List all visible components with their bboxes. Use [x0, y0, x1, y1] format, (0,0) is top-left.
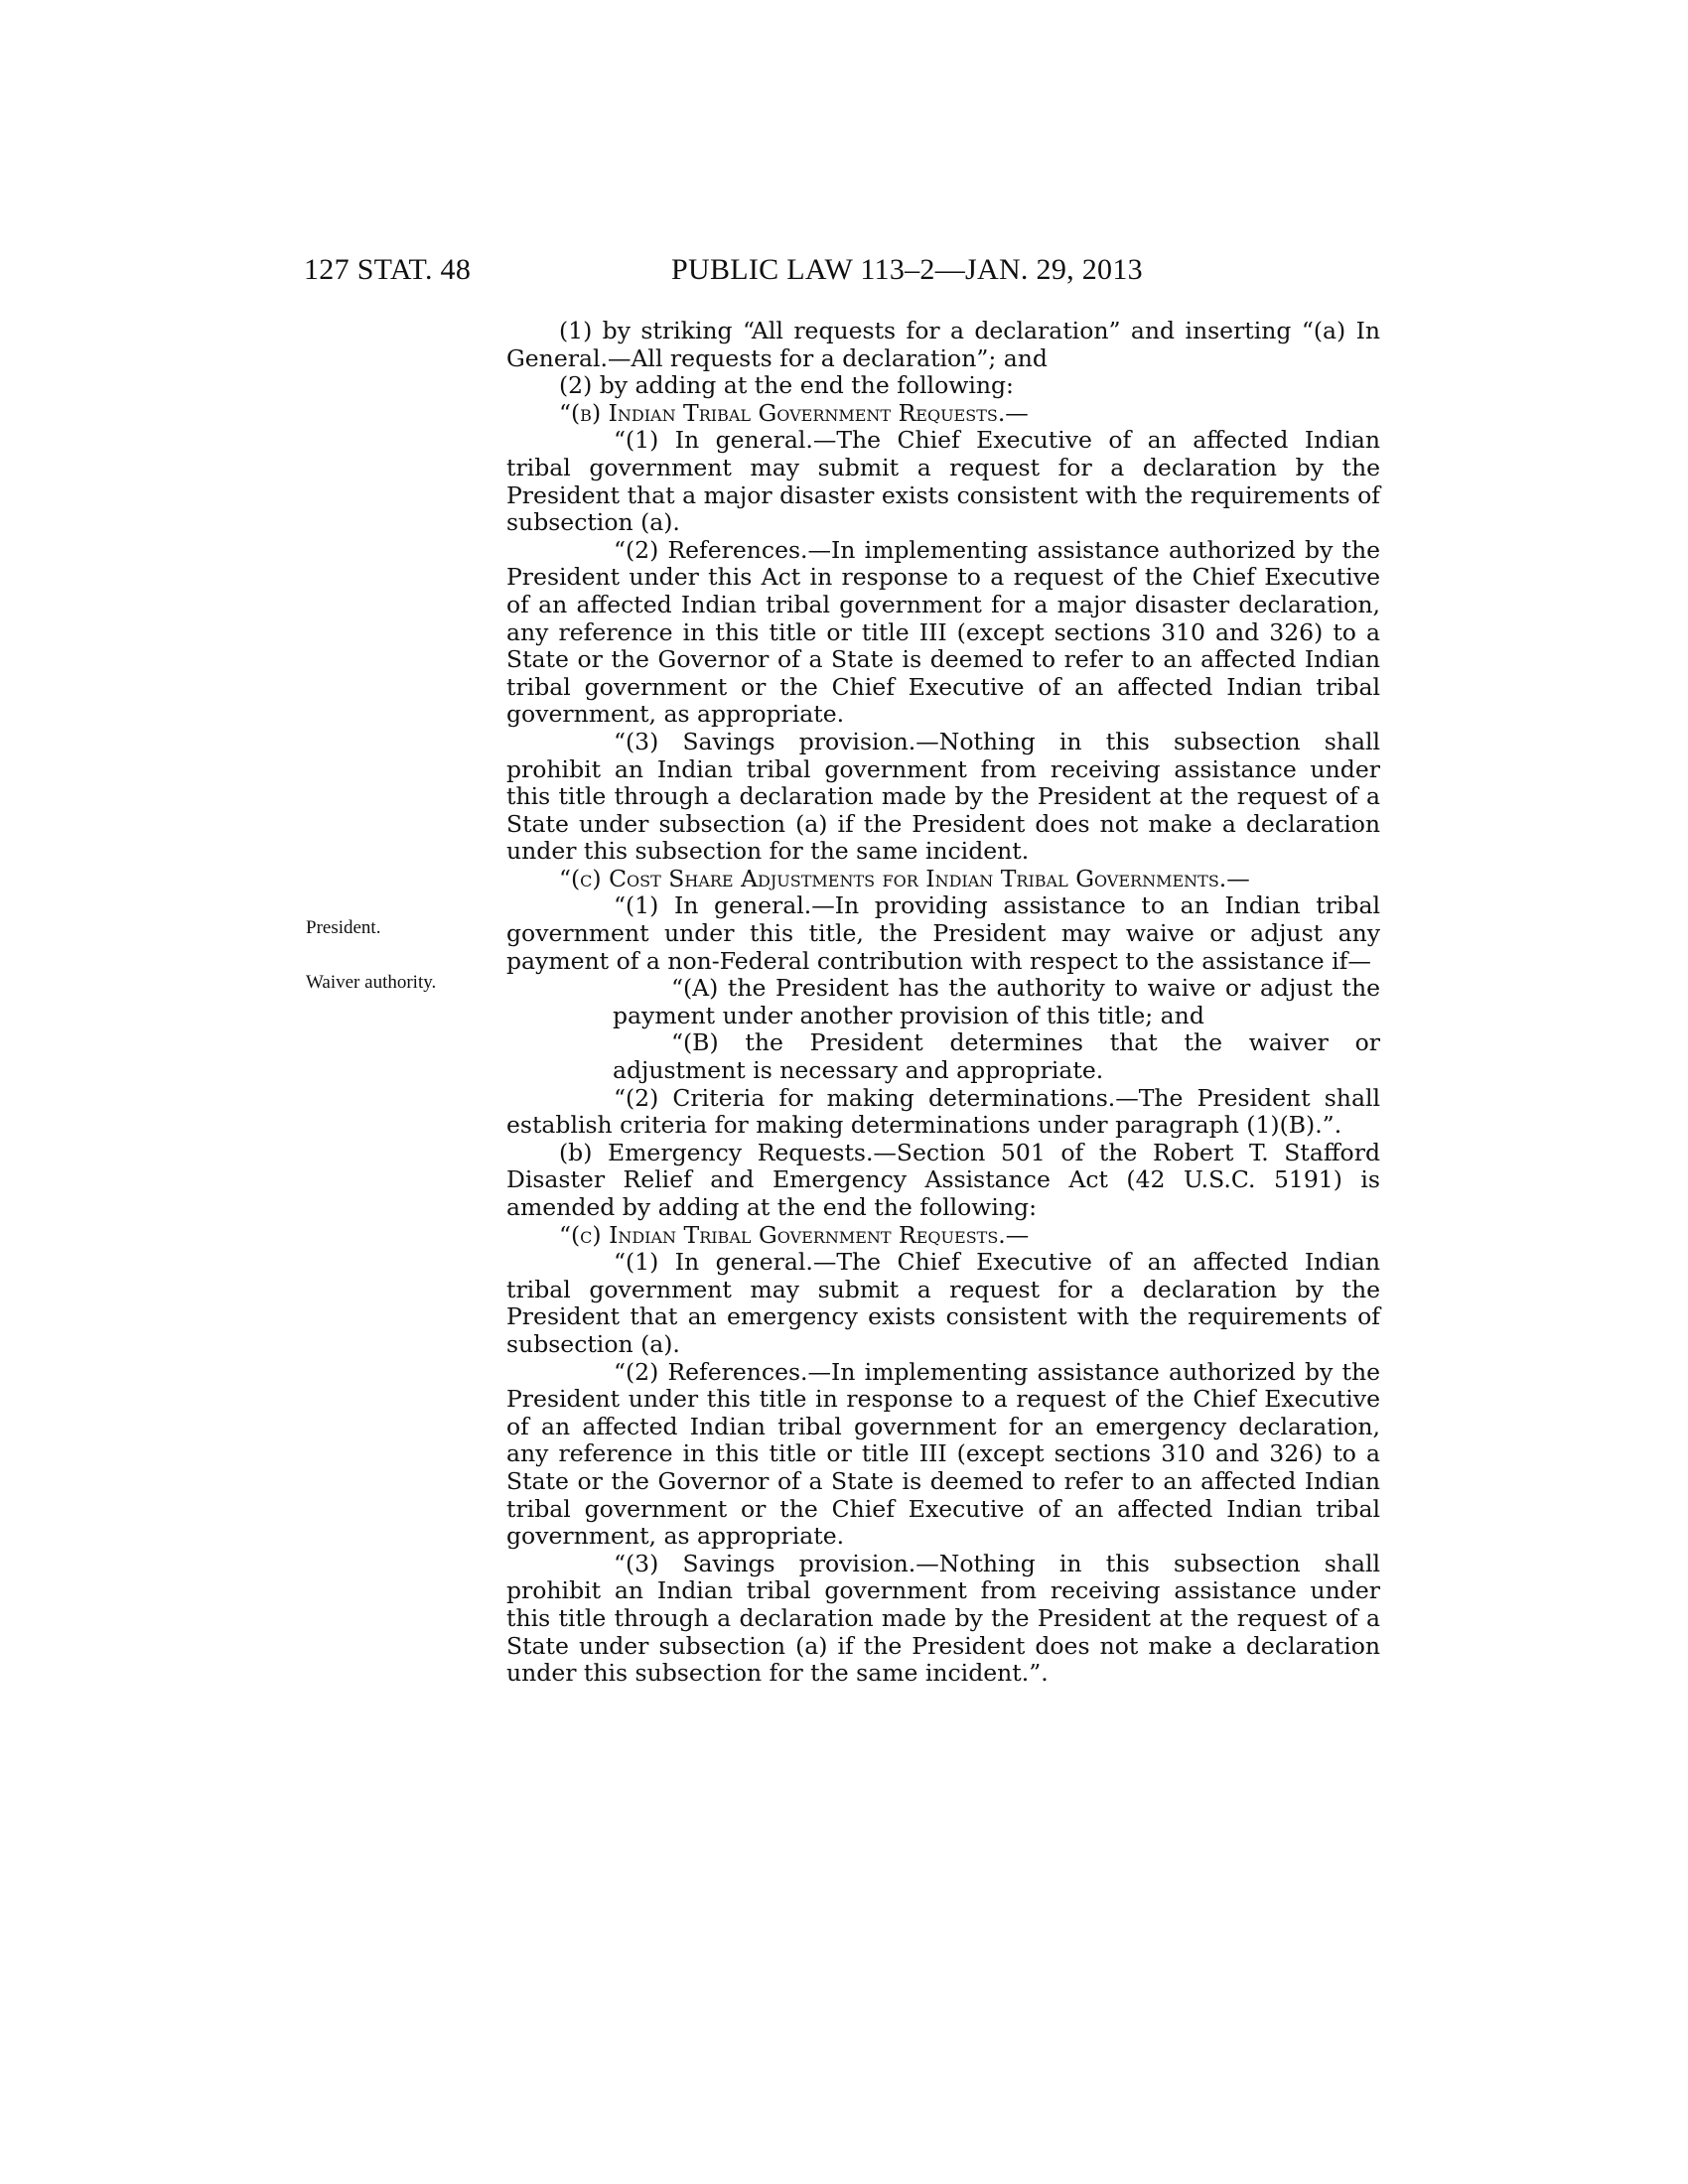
paragraph-adding: (2) by adding at the end the following:: [559, 371, 1014, 400]
page-title: PUBLIC LAW 113–2—JAN. 29, 2013: [671, 253, 1143, 286]
margin-note-waiver-authority: Waiver authority.: [306, 972, 437, 993]
paragraph-b2-references: “(2) References.—In implementing assistance authorized by the President under this Act in response to a request of the Chief Executive of an affected Indian tribal government for a major disaster declaration, any reference in this title or title III (except sections 310 and 326) to a State or the Governor of a State is deemed to refer to an affected Indian tribal government or the Chief Executive of an affected Indian tribal government, as appropriate.: [506, 535, 1380, 729]
page-header: [0, 250, 1688, 290]
heading-b-tribal-requests: “(b) Indian Tribal Government Requests.—: [559, 398, 1029, 427]
paragraph-b3-savings: “(3) Savings provision.—Nothing in this subsection shall prohibit an Indian tribal government from receiving assistance under this title through a declaration made by the President at the request of a State under subsection (a) if the President does not make a declaration under this subsection for the same incident.: [506, 727, 1380, 866]
paragraph-c2-criteria: “(2) Criteria for making determinations.—The President shall establish criteria for making determinations under paragraph (1)(B).”.: [506, 1083, 1380, 1140]
paragraph-c1-emergency: “(1) In general.—The Chief Executive of an affected Indian tribal government may submit a request for a declaration by the President that an emergency exists consistent with the requirements of subsection (a).: [506, 1248, 1380, 1358]
paragraph-c1a: “(A) the President has the authority to waive or adjust the payment under another provision of this title; and: [613, 974, 1380, 1029]
margin-note-president: President.: [306, 917, 381, 938]
paragraph-c3-savings: “(3) Savings provision.—Nothing in this subsection shall prohibit an Indian tribal government from receiving assistance under this title through a declaration made by the President at the request of a State under subsection (a) if the President does not make a declaration under this subsection for the same incident.”.: [506, 1549, 1380, 1688]
heading-c-cost-share: “(c) Cost Share Adjustments for Indian Tribal Governments.—: [559, 864, 1250, 892]
paragraph-c1-in-general: “(1) In general.—In providing assistance to an Indian tribal government under this title, the President may waive or adjust any payment of a non-Federal contribution with respect to the assistance if—: [506, 891, 1380, 975]
document-body: [506, 318, 1380, 1688]
paragraph-b1-in-general: “(1) In general.—The Chief Executive of an affected Indian tribal government may submit a request for a declaration by the President that a major disaster exists consistent with the requirements of subsection (a).: [506, 426, 1380, 537]
paragraph-c1b: “(B) the President determines that the waiver or adjustment is necessary and appropriate.: [613, 1028, 1380, 1085]
paragraph-c2-references: “(2) References.—In implementing assistance authorized by the President under this title in response to a request of the Chief Executive of an affected Indian tribal government for an emergency declaration, any reference in this title or title III (except sections 310 and 326) to a State or the Governor of a State is deemed to refer to an affected Indian tribal government or the Chief Executive of an affected Indian tribal government, as appropriate.: [506, 1357, 1380, 1551]
paragraph-strike-insert: (1) by striking “All requests for a declaration” and inserting “(a) In General.—All requests for a declaration”; and: [506, 317, 1380, 372]
page-number: 127 STAT. 48: [304, 253, 472, 286]
heading-c-tribal-requests: “(c) Indian Tribal Government Requests.—: [559, 1220, 1030, 1249]
paragraph-emergency-requests: (b) Emergency Requests.—Section 501 of the Robert T. Stafford Disaster Relief and Emergency Assistance Act (42 U.S.C. 5191) is amended by adding at the end the following:: [506, 1138, 1380, 1221]
